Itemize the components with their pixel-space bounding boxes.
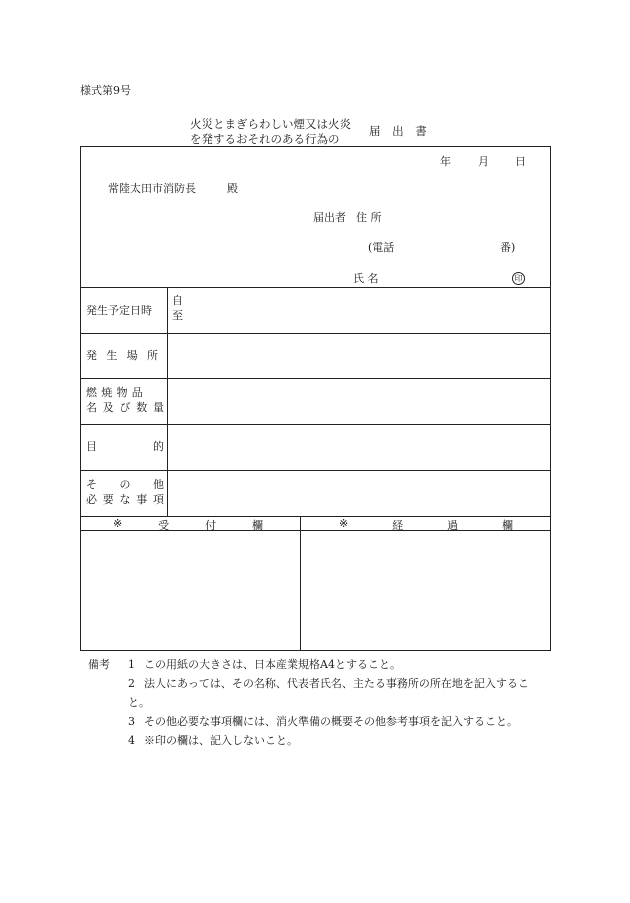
form-title-suffix: 届 出 書 [369,124,431,138]
addressee-honorific: 殿 [227,182,238,195]
date-month-label: 月 [478,155,489,168]
seal-icon [512,271,525,285]
title-line-2: を発するおそれのある行為の [190,132,340,146]
char: な [119,493,131,506]
phone-close: 番) [500,241,516,254]
char: 場 [126,349,138,362]
date-year-label: 年 [440,155,451,168]
note-text: ※印の欄は、記入しないこと。 [144,734,298,747]
place-label [86,348,158,363]
seal-mark: 印 [512,272,525,285]
char: 受 [158,519,170,532]
char: 及 [102,401,114,414]
divider [81,287,550,288]
purpose-field[interactable] [171,428,546,465]
char: 物 [116,386,128,399]
char: び [119,401,131,414]
title-line-1: 火災とまぎらわしい煙又は火炎 [190,117,351,131]
notes-lead: 備考 [88,658,110,671]
char: 必 [86,493,97,506]
form-table [80,146,551,651]
phone-open: (電話 [368,241,395,254]
char: 付 [205,519,217,532]
char: 要 [102,493,114,506]
char: 名 [86,401,97,414]
address-field[interactable] [381,225,521,239]
note-number: 4 [128,734,135,747]
purpose-label [86,439,164,454]
note-number: 2 [128,677,135,690]
char: 生 [106,349,118,362]
label-column-divider [167,287,168,516]
char: 経 [392,519,404,532]
divider [81,378,550,379]
char: 事 [136,493,148,506]
reception-field[interactable] [84,534,296,647]
form-title-main [190,117,351,147]
char: 他 [153,478,164,491]
bottom-column-divider [300,516,301,650]
char: 欄 [251,519,263,532]
char: 数 [136,401,148,414]
other-field[interactable] [171,474,546,511]
datetime-to: 至 [172,309,183,322]
char: 的 [153,440,164,453]
form-number: 様式第9号 [80,84,131,97]
note-text: 法人にあっては、その名称、代表者氏名、主たる事務所の所在地を記入するこ [144,677,529,690]
char: ※ [339,517,349,530]
progress-field[interactable] [304,534,548,647]
datetime-field[interactable] [172,293,183,323]
name-label: 氏 名 [353,272,379,285]
other-label [86,477,164,507]
divider [81,333,550,334]
divider [81,424,550,425]
addressee: 常陸太田市消防長 [108,182,196,195]
phone-field[interactable] [401,239,499,253]
char: 所 [146,349,158,362]
char: そ [86,478,97,491]
place-field[interactable] [171,337,546,373]
char: 焼 [101,386,113,399]
char: 過 [447,519,459,532]
char: 量 [153,401,164,414]
divider [81,530,550,531]
date-day-label: 日 [515,155,526,168]
filer-label: 届出者 [313,211,346,224]
char: の [119,478,131,491]
note-text: その他必要な事項欄には、消火準備の概要その他参考事項を記入すること。 [144,715,518,728]
goods-field[interactable] [171,382,546,419]
address-label: 住 所 [356,211,382,224]
char: 品 [131,386,143,399]
datetime-from: 自 [172,294,183,307]
note-text: この用紙の大きさは、日本産業規格A4とすること。 [144,658,401,671]
name-field[interactable] [381,270,501,284]
char: 欄 [501,519,513,532]
char: ※ [113,517,123,530]
divider [81,470,550,471]
char: 目 [86,440,97,453]
char: 発 [86,349,97,362]
note-number: 1 [128,658,135,671]
datetime-label: 発生予定日時 [86,304,152,317]
note-number: 3 [128,715,135,728]
char: 項 [153,493,164,506]
char: 燃 [86,386,97,399]
note-text: と。 [128,696,150,709]
goods-label [86,385,164,415]
